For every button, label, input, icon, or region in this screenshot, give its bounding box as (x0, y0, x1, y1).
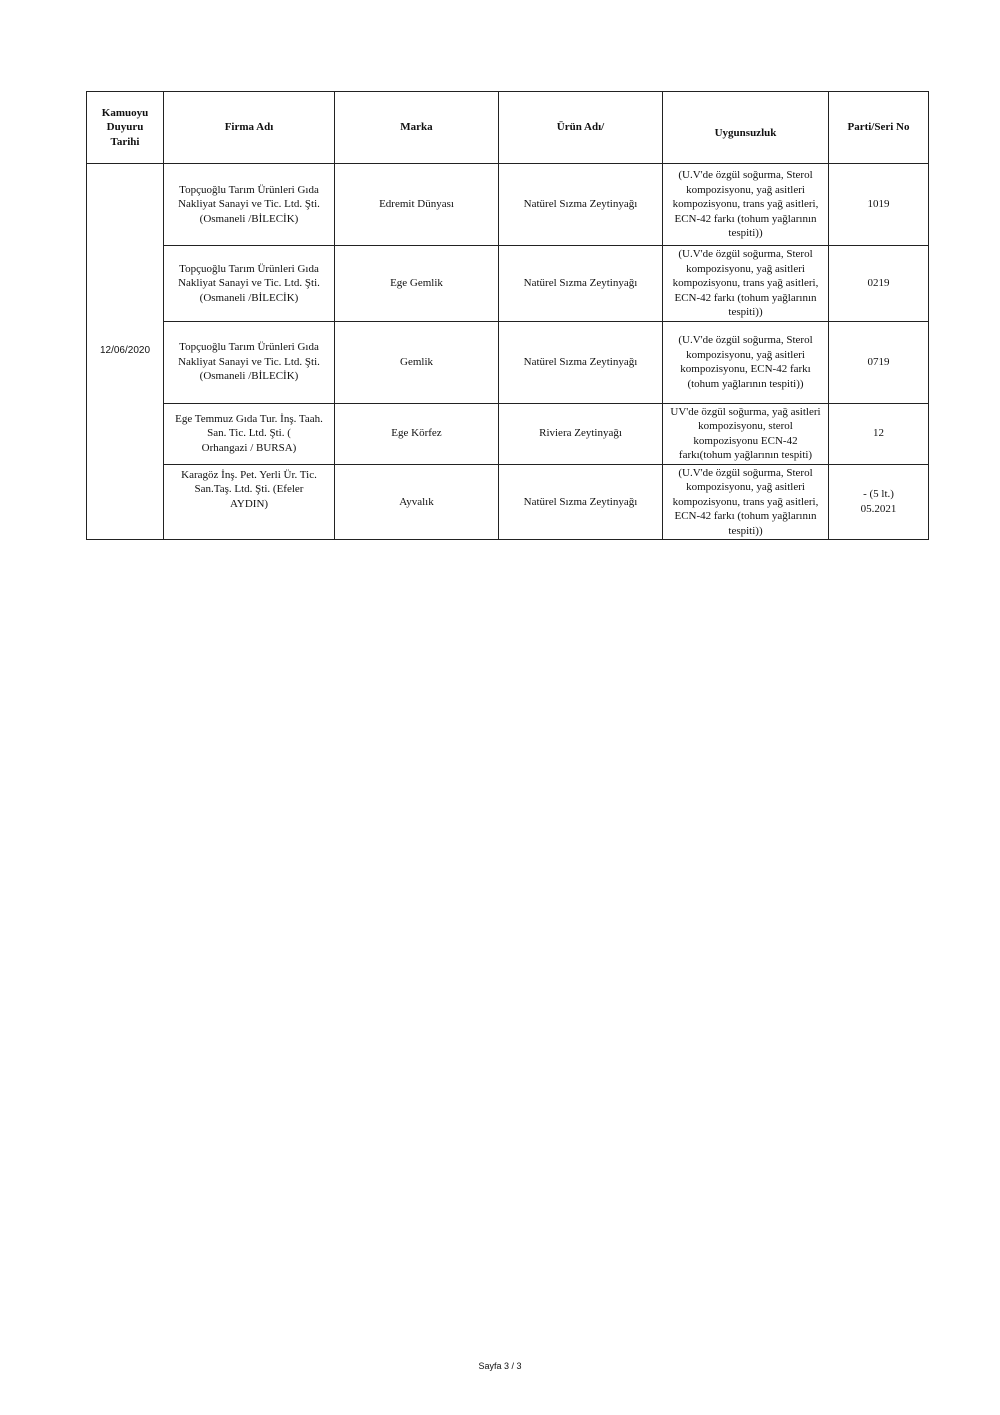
nonconformity-cell: (U.V'de özgül soğurma, Sterol kompozisyonu, yağ asitleri kompozisyonu, trans yağ asitleri, ECN-42 farkı (tohum yağlarının tespiti)) (663, 464, 829, 540)
nonconformity-cell: UV'de özgül soğurma, yağ asitleri kompozisyonu, sterol kompozisyonu ECN-42 farkı(tohum yağlarının tespiti) (663, 403, 829, 464)
lot-cell: - (5 lt.) 05.2021 (829, 464, 929, 540)
lot-cell: 1019 (829, 164, 929, 246)
header-lot-number: Parti/Seri No (829, 92, 929, 164)
table-row (87, 464, 929, 540)
firm-cell: Topçuoğlu Tarım Ürünleri Gıda Nakliyat Sanayi ve Tic. Ltd. Şti. (Osmaneli /BİLECİK) (164, 164, 335, 246)
brand-cell: Ege Körfez (335, 403, 499, 464)
table-header-row (87, 92, 929, 164)
table-row (87, 403, 929, 464)
brand-cell: Edremit Dünyası (335, 164, 499, 246)
header-announcement-date: Kamuoyu Duyuru Tarihi (87, 92, 164, 164)
nonconformity-cell: (U.V'de özgül soğurma, Sterol kompozisyonu, yağ asitleri kompozisyonu, trans yağ asitleri, ECN-42 farkı (tohum yağlarının tespiti)) (663, 246, 829, 322)
lot-cell: 0719 (829, 321, 929, 403)
brand-cell: Gemlik (335, 321, 499, 403)
product-cell: Natürel Sızma Zeytinyağı (499, 321, 663, 403)
product-cell: Riviera Zeytinyağı (499, 403, 663, 464)
lot-cell: 0219 (829, 246, 929, 322)
product-cell: Natürel Sızma Zeytinyağı (499, 246, 663, 322)
firm-cell: Karagöz İnş. Pet. Yerli Ür. Tic. San.Taş. Ltd. Şti. (Efeler AYDIN) (164, 464, 335, 540)
page-number: Sayfa 3 / 3 (478, 1361, 522, 1371)
firm-cell: Ege Temmuz Gıda Tur. İnş. Taah. San. Tic. Ltd. Şti. ( Orhangazi / BURSA) (164, 403, 335, 464)
product-cell: Natürel Sızma Zeytinyağı (499, 164, 663, 246)
brand-cell: Ege Gemlik (335, 246, 499, 322)
nonconformity-cell: (U.V'de özgül soğurma, Sterol kompozisyonu, yağ asitleri kompozisyonu, trans yağ asitleri, ECN-42 farkı (tohum yağlarının tespiti)) (663, 164, 829, 246)
firm-cell: Topçuoğlu Tarım Ürünleri Gıda Nakliyat Sanayi ve Tic. Ltd. Şti. (Osmaneli /BİLECİK) (164, 246, 335, 322)
header-brand: Marka (335, 92, 499, 164)
header-nonconformity: Uygunsuzluk (663, 92, 829, 164)
header-product-name: Ürün Adı/ (499, 92, 663, 164)
table-row (87, 246, 929, 322)
brand-cell: Ayvalık (335, 464, 499, 540)
lot-cell: 12 (829, 403, 929, 464)
table-row (87, 164, 929, 246)
product-cell: Natürel Sızma Zeytinyağı (499, 464, 663, 540)
table-row (87, 321, 929, 403)
announcement-date-cell: 12/06/2020 (87, 164, 164, 540)
header-firm-name: Firma Adı (164, 92, 335, 164)
recall-notice-table (86, 91, 929, 540)
firm-cell: Topçuoğlu Tarım Ürünleri Gıda Nakliyat Sanayi ve Tic. Ltd. Şti. (Osmaneli /BİLECİK) (164, 321, 335, 403)
nonconformity-cell: (U.V'de özgül soğurma, Sterol kompozisyonu, yağ asitleri kompozisyonu, ECN-42 farkı (tohum yağlarının tespiti)) (663, 321, 829, 403)
